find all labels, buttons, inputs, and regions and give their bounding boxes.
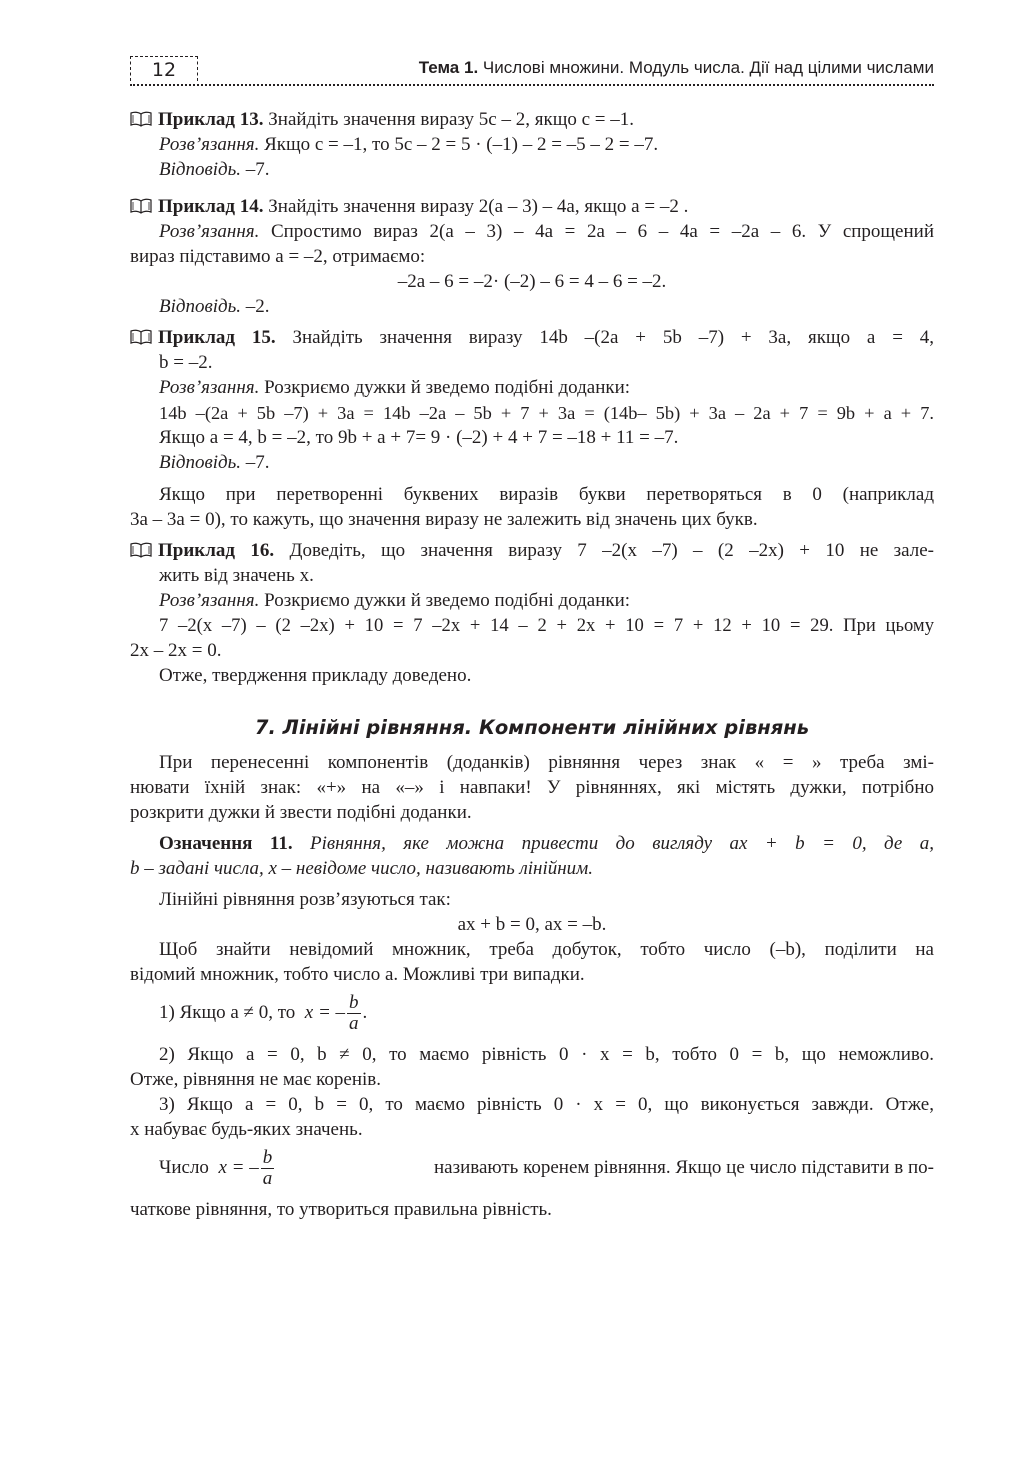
example-14-answer: [159, 295, 270, 319]
example-14-solution-line1: [159, 220, 934, 244]
fraction-numerator: b: [262, 1146, 273, 1168]
solution-text: Спростимо вираз 2(a – 3) – 4a = 2a – 6 – 4a = –2a – 6. У спрощений: [270, 221, 934, 242]
root-definition-line2: чаткове рівняння, то утвориться правильна рівність.: [130, 1199, 552, 1220]
example-16-solution-line3: 2x – 2x = 0.: [130, 640, 222, 661]
answer-label: Відповідь.: [159, 296, 242, 317]
page-header: [130, 56, 934, 86]
topic-label: Тема 1.: [418, 58, 479, 77]
topic-title: Числові множини. Модуль числа. Дії над цілими числами: [482, 58, 934, 77]
root-post: називають коренем рівняння. Якщо це число підставити в по-: [433, 1157, 934, 1178]
example-13-answer: [159, 158, 270, 182]
case-3-line1: 3) Якщо a = 0, b = 0, то маємо рівність 0 · x = 0, що виконується завжди. Отже,: [159, 1094, 934, 1115]
section-7-p2-line1: Щоб знайти невідомий множник, треба добуток, тобто число (–b), поділити на: [159, 939, 934, 960]
definition-text: Рівняння, яке можна привести до вигляду ax + b = 0, де a,: [310, 833, 935, 854]
case-1-lhs: x = –: [304, 1002, 346, 1023]
example-16-solution-line1: [159, 589, 630, 613]
example-13-label: Приклад 13.: [158, 109, 264, 130]
definition-11-line1: [159, 832, 934, 856]
open-book-icon: [130, 329, 152, 345]
section-7-p1-line1: При перенесенні компонентів (доданків) рівняння через знак « = » треба змі-: [159, 752, 934, 773]
example-16-task-line2: жить від значень x.: [159, 565, 314, 586]
example-14-label: Приклад 14.: [158, 196, 264, 217]
example-15-task-line2: b = –2.: [159, 352, 213, 373]
section-7-p1-line2: нювати їхній знак: «+» на «–» і навпаки! У рівняннях, які містять дужки, потрібно: [130, 777, 934, 798]
answer-value: –7.: [245, 159, 270, 180]
answer-label: Відповідь.: [159, 452, 242, 473]
definition-label: Означення 11.: [159, 833, 293, 854]
case-2-line2: Отже, рівняння не має коренів.: [130, 1069, 381, 1090]
example-15-solution-line1: [159, 376, 630, 400]
fraction-b-over-a: [347, 993, 361, 1034]
example-16-conclusion: Отже, твердження прикладу доведено.: [159, 665, 472, 686]
example-16-text: Доведіть, що значення виразу 7 –2(x –7) – (2 –2x) + 10 не зале-: [289, 540, 935, 561]
note-line2: 3a – 3a = 0), то кажуть, що значення виразу не залежить від значень цих букв.: [130, 509, 758, 530]
case-3-line2: x набуває будь-яких значень.: [130, 1119, 363, 1140]
fraction-b-over-a: [261, 1148, 275, 1189]
section-7-p2-line2: відомий множник, тобто число a. Можливі три випадки.: [130, 964, 585, 985]
solution-text: Розкриємо дужки й зведемо подібні доданки:: [264, 377, 631, 398]
case-1-end: .: [362, 1002, 368, 1023]
solve-formula: ax + b = 0, ax = –b.: [457, 914, 607, 935]
fraction-denominator: a: [262, 1167, 273, 1189]
note-line1: Якщо при перетворенні буквених виразів букви перетворяться в 0 (наприклад: [159, 484, 934, 505]
example-13-text: Знайдіть значення виразу 5c – 2, якщо c = –1.: [268, 109, 634, 130]
solution-label: Розв’язання.: [159, 221, 260, 242]
example-16-label: Приклад 16.: [158, 540, 275, 561]
example-13-task: [130, 108, 634, 132]
section-7-p1-line3: розкрити дужки й звести подібні доданки.: [130, 802, 472, 823]
solution-label: Розв’язання.: [159, 590, 260, 611]
root-formula-group: [159, 1143, 276, 1193]
open-book-icon: [130, 111, 152, 127]
answer-value: –7.: [245, 452, 270, 473]
example-15-solution-line2: 14b –(2a + 5b –7) + 3a = 14b –2a – 5b + 7 + 3a = (14b– 5b) + 3a – 2a + 7 = 9b + a + 7.: [159, 403, 934, 423]
solution-text: Якщо c = –1, то 5c – 2 = 5 · (–1) – 2 = –5 – 2 = –7.: [264, 134, 659, 155]
case-1-text: 1) Якщо a ≠ 0, то: [159, 1002, 296, 1023]
root-lhs: x = –: [218, 1157, 259, 1178]
example-15-label: Приклад 15.: [158, 327, 276, 348]
solution-label: Розв’язання.: [159, 377, 260, 398]
case-1: [159, 988, 367, 1038]
solution-label: Розв’язання.: [159, 134, 260, 155]
example-15-answer: [159, 451, 270, 475]
answer-value: –2.: [245, 296, 270, 317]
root-pre: Число: [159, 1157, 209, 1178]
example-15-task-line1: [130, 326, 934, 350]
definition-11-line2: b – задані числа, x – невідоме число, називають лінійним.: [130, 858, 594, 879]
example-14-solution-line2: вираз підставимо a = –2, отримаємо:: [130, 246, 426, 267]
page-number: 12: [130, 56, 198, 81]
example-16-task-line1: [130, 539, 934, 563]
example-16-solution-line2: 7 –2(x –7) – (2 –2x) + 10 = 7 –2x + 14 – 2 + 2x + 10 = 7 + 12 + 10 = 29. При цьому: [159, 615, 934, 636]
case-2-line1: 2) Якщо a = 0, b ≠ 0, то маємо рівність 0 · x = b, тобто 0 = b, що неможливо.: [159, 1044, 934, 1065]
root-definition-line1: [159, 1143, 934, 1193]
answer-label: Відповідь.: [159, 159, 242, 180]
example-14-task: [130, 195, 688, 219]
section-7-heading: 7. Лінійні рівняння. Компоненти лінійних рівнянь: [254, 716, 810, 739]
open-book-icon: [130, 542, 152, 558]
example-15-solution-line3: Якщо a = 4, b = –2, то 9b + a + 7= 9 · (–2) + 4 + 7 = –18 + 11 = –7.: [159, 427, 679, 448]
fraction-denominator: a: [349, 1013, 359, 1035]
example-14-text: Знайдіть значення виразу 2(a – 3) – 4a, якщо a = –2 .: [268, 196, 689, 217]
solve-intro: Лінійні рівняння розв’язуються так:: [159, 889, 451, 910]
example-15-text: Знайдіть значення виразу 14b –(2a + 5b –7) + 3a, якщо a = 4,: [292, 327, 935, 348]
fraction-numerator: b: [349, 992, 359, 1014]
example-13-solution: [159, 133, 658, 157]
running-head: [419, 58, 934, 78]
open-book-icon: [130, 198, 152, 214]
example-14-formula: –2a – 6 = –2· (–2) – 6 = 4 – 6 = –2.: [397, 271, 667, 292]
solution-text: Розкриємо дужки й зведемо подібні доданки:: [264, 590, 631, 611]
